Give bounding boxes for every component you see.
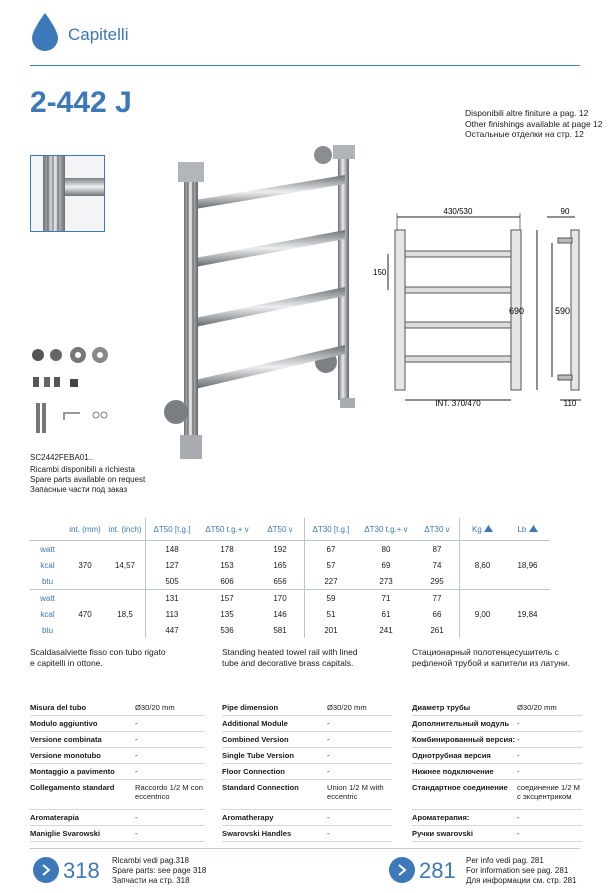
col-dt50-v: ΔT50 v — [267, 524, 293, 534]
spec-key: Дополнительный модуль — [412, 719, 510, 728]
spec-value: - — [517, 813, 520, 822]
col-lb: Lb — [505, 518, 550, 541]
finishes-note: Disponibili altre finiture a pag. 12 Other finishings available at page 12 Остальные отделки на стр. 12 — [465, 108, 603, 139]
spec-value: - — [135, 829, 138, 838]
description-ru: Стационарный полотенцесушитель с рефленой трубой и капители из латуни. — [412, 647, 571, 668]
technical-drawing — [373, 205, 585, 410]
footer-rule — [30, 848, 580, 849]
model-code: 2-442 J — [30, 86, 132, 119]
spec-row — [222, 826, 392, 842]
spec-row — [412, 716, 582, 732]
spec-row — [222, 716, 392, 732]
spec-value: - — [135, 719, 138, 728]
spec-value: Union 1/2 M with eccentric — [327, 783, 384, 801]
spec-key: Swarovski Handles — [222, 829, 292, 838]
spare-page-link[interactable]: 318 — [63, 858, 100, 883]
spec-value: - — [327, 767, 330, 776]
table-row: watt 470 18,5 131 157 170 59 71 77 9,00 19,84 — [30, 590, 550, 607]
spec-value: - — [327, 813, 330, 822]
spec-value: - — [517, 719, 520, 728]
spec-row — [30, 826, 205, 842]
section-title: Capitelli — [68, 25, 129, 44]
table-row: btu 505 606 656 227 273 295 — [30, 573, 550, 590]
spec-key: Collegamento standard — [30, 783, 115, 792]
dim-rail-gap: 150 — [373, 268, 387, 277]
spec-row — [222, 700, 392, 716]
spec-row — [30, 732, 205, 748]
table-row: kcal 127 153 165 57 69 74 — [30, 557, 550, 573]
spec-value: Ø30/20 mm — [135, 703, 175, 712]
spec-key: Misura del tubo — [30, 703, 87, 712]
spec-key: Однотрубная версия — [412, 751, 491, 760]
spec-row — [222, 764, 392, 780]
dim-height-1: 690 — [508, 306, 524, 316]
spec-key: Standard Connection — [222, 783, 299, 792]
spec-value: - — [327, 719, 330, 728]
spec-key: Диаметр трубы — [412, 703, 471, 712]
spec-key: Aromaterapia — [30, 813, 79, 822]
info-page-note: Per info vedi pag. 281 For information see pag. 281 Для информации см. стр. 281 — [466, 856, 577, 885]
table-row: kcal 113 135 146 51 61 66 — [30, 606, 550, 622]
spec-value: - — [517, 767, 520, 776]
spec-key: Стандартное соединение — [412, 783, 508, 792]
spec-key: Floor Connection — [222, 767, 285, 776]
spec-key: Montaggio a pavimento — [30, 767, 115, 776]
spec-key: Ручки swarovski — [412, 829, 474, 838]
col-dt50-tgv: ΔT50 t.g.+ v — [205, 524, 249, 534]
dim-height-2: 590 — [555, 306, 571, 316]
spec-key: Maniglie Svarowski — [30, 829, 101, 838]
spec-value: - — [135, 813, 138, 822]
col-dt30-tg: ΔT30 [t.g.] — [305, 518, 358, 541]
spec-value: - — [327, 829, 330, 838]
tube-detail-image — [30, 155, 105, 232]
spec-value: - — [517, 735, 520, 744]
spec-row — [30, 716, 205, 732]
spec-row — [412, 780, 582, 810]
spec-value: - — [517, 751, 520, 760]
next-icon[interactable] — [33, 857, 59, 883]
spec-key: Versione combinata — [30, 735, 102, 744]
description-it: Scaldasalviette fisso con tubo rigato e capitelli in ottone. — [30, 647, 166, 668]
spec-value: - — [517, 829, 520, 838]
spec-row — [30, 748, 205, 764]
spec-key: Pipe dimension — [222, 703, 279, 712]
spec-row — [412, 732, 582, 748]
towel-rail-photo — [150, 140, 370, 465]
spare-parts-image — [30, 345, 120, 445]
spec-value: Raccordo 1/2 M con eccentrico — [135, 783, 203, 801]
spec-value: - — [327, 751, 330, 760]
spec-row — [412, 748, 582, 764]
col-dt50-tg: ΔT50 [t.g.] — [146, 518, 199, 541]
spec-key: Combined Version — [222, 735, 289, 744]
description-en: Standing heated towel rail with lined tube and decorative brass capitals. — [222, 647, 358, 668]
spec-row — [30, 700, 205, 716]
spec-value: Ø30/20 mm — [327, 703, 367, 712]
dim-interaxis: INT. 370/470 — [435, 399, 481, 408]
col-int-inch: int. (inch) — [108, 524, 142, 534]
spec-key: Aromatherapy — [222, 813, 274, 822]
spec-key: Modulo aggiuntivo — [30, 719, 98, 728]
spare-page-note: Ricambi vedi pag.318 Spare parts: see page 318 Запчасти на стр. 318 — [112, 856, 207, 885]
info-page-link[interactable]: 281 — [419, 858, 456, 883]
drop-icon — [30, 12, 60, 52]
table-row: btu 447 536 581 201 241 261 — [30, 622, 550, 638]
spec-row — [30, 780, 205, 810]
spec-key: Additional Module — [222, 719, 288, 728]
spec-row — [412, 810, 582, 826]
dim-depth: 90 — [560, 207, 570, 216]
dim-width: 430/530 — [443, 207, 473, 216]
spec-row — [222, 732, 392, 748]
spec-value: соединение 1/2 M с эксцентриком — [517, 783, 581, 801]
header-rule — [30, 65, 580, 66]
table-row: watt 370 14,57 148 178 192 67 80 87 8,60 18,96 — [30, 541, 550, 558]
spec-value: - — [135, 751, 138, 760]
spec-key: Versione monotubo — [30, 751, 101, 760]
next-icon[interactable] — [389, 857, 415, 883]
col-dt30-v: ΔT30 v — [424, 524, 450, 534]
spec-row — [222, 810, 392, 826]
spec-value: - — [135, 767, 138, 776]
spec-row — [412, 764, 582, 780]
spec-row — [222, 748, 392, 764]
col-int-mm: int. (mm) — [69, 524, 101, 534]
spec-value: Ø30/20 mm — [517, 703, 557, 712]
spec-key: Ароматерапия: — [412, 813, 470, 822]
col-dt30-tgv: ΔT30 t.g.+ v — [364, 524, 408, 534]
spec-row — [412, 700, 582, 716]
spec-key: Комбинированный версия: — [412, 735, 516, 744]
specs-en — [222, 700, 392, 842]
col-kg: Kg — [460, 518, 506, 541]
spec-row — [222, 780, 392, 810]
dim-wall: 110 — [563, 399, 577, 408]
specs-ru — [412, 700, 582, 842]
spec-value: - — [135, 735, 138, 744]
spare-parts-note: SC2442FEBA01.. Ricambi disponibili a richiesta Spare parts available on request Запасные части под заказ — [30, 453, 146, 494]
spec-value: - — [327, 735, 330, 744]
spec-key: Нижнее подключение — [412, 767, 494, 776]
performance-table — [30, 518, 550, 638]
spec-row — [30, 810, 205, 826]
spec-row — [30, 764, 205, 780]
spec-key: Single Tube Version — [222, 751, 295, 760]
specs-it — [30, 700, 205, 842]
spec-row — [412, 826, 582, 842]
